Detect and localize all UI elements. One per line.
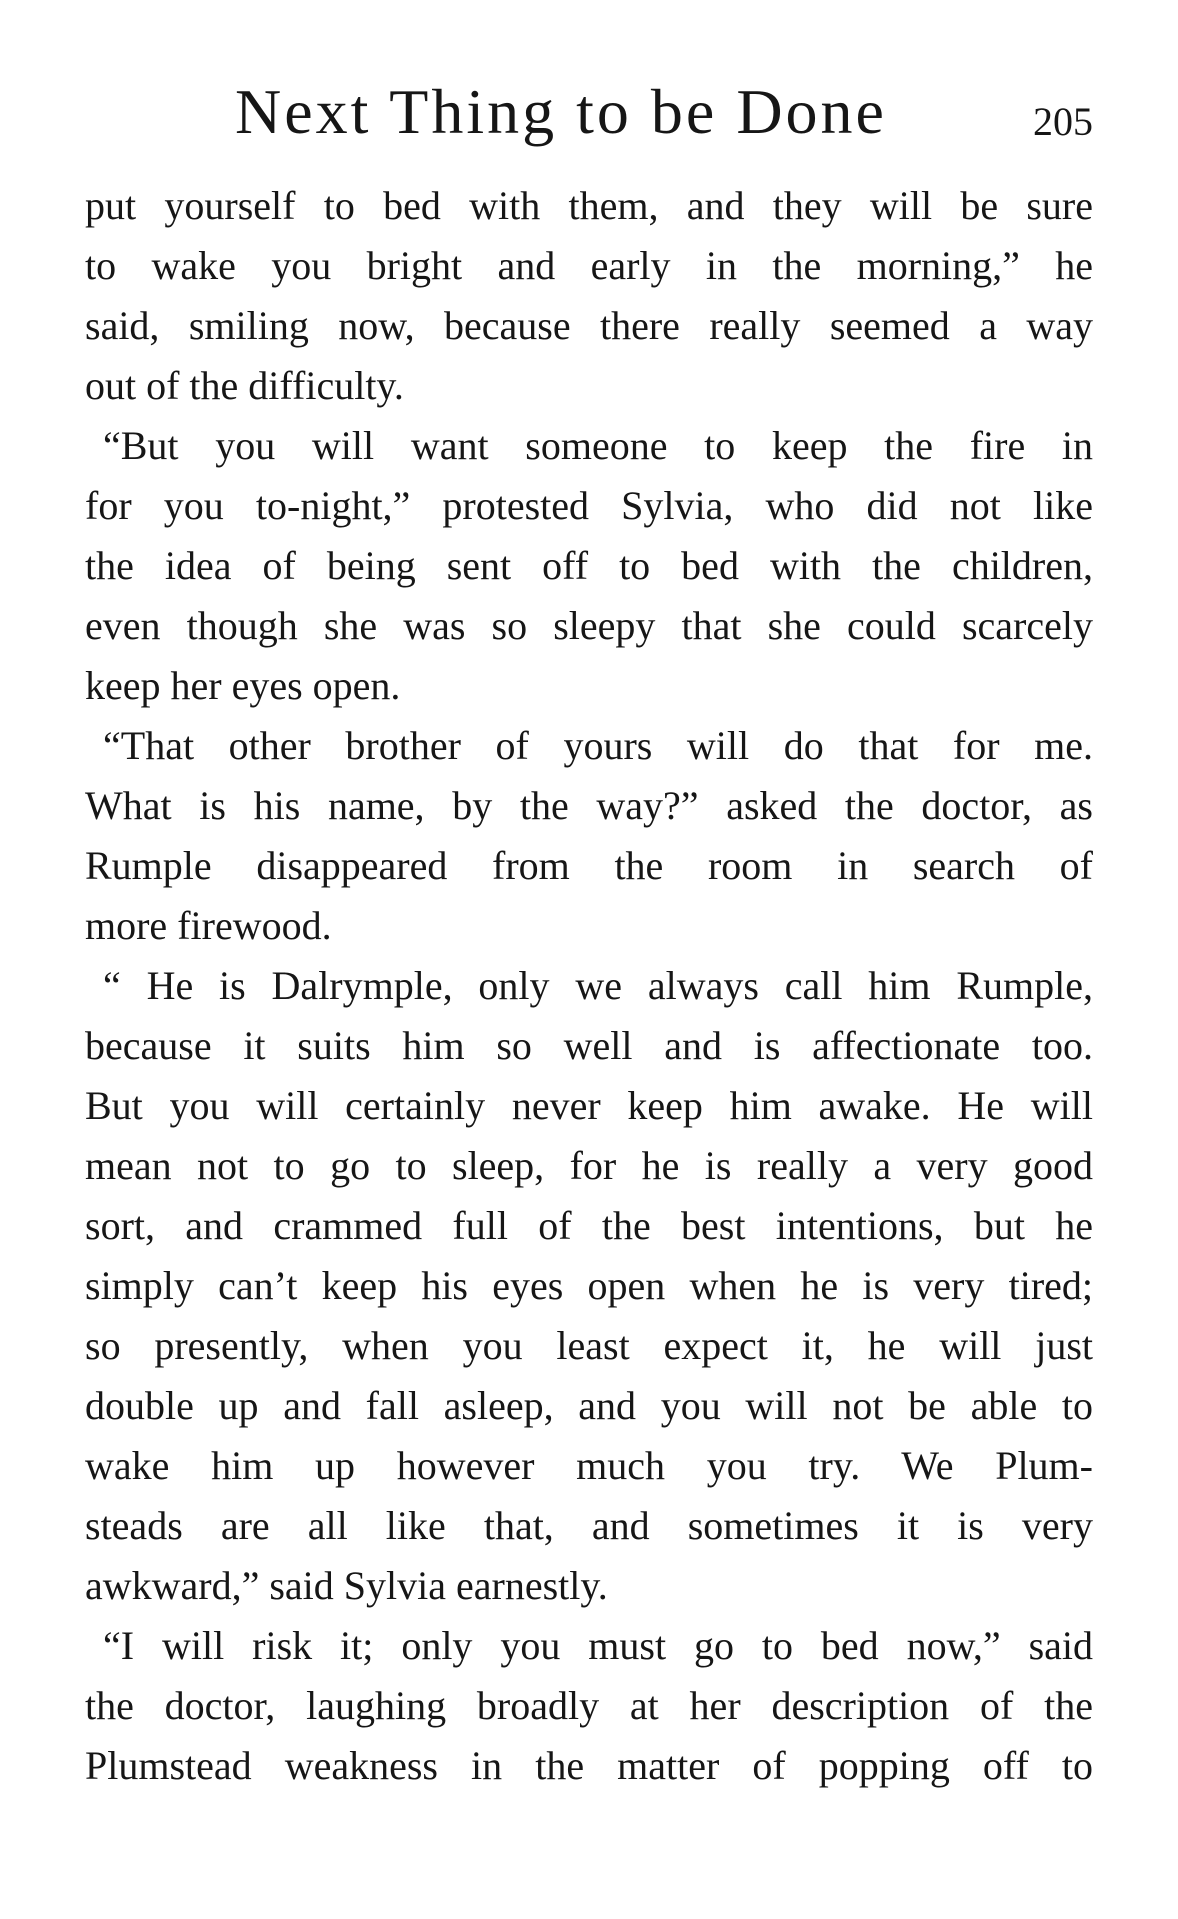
text-line: What is his name, by the way?” asked the doctor, as bbox=[85, 783, 1093, 828]
body-text bbox=[85, 176, 1093, 1796]
text-line: keep her eyes open. bbox=[85, 663, 401, 708]
text-line: Rumple disappeared from the room in search of bbox=[85, 843, 1093, 888]
text-line: double up and fall asleep, and you will not be able to bbox=[85, 1383, 1093, 1428]
text-line: the idea of being sent off to bed with the children, bbox=[85, 543, 1093, 588]
text-line: mean not to go to sleep, for he is really a very good bbox=[85, 1143, 1093, 1188]
text-line: even though she was so sleepy that she could scarcely bbox=[85, 603, 1093, 648]
text-line: “ He is Dalrymple, only we always call him Rumple, bbox=[103, 963, 1093, 1008]
text-line: out of the difficulty. bbox=[85, 363, 404, 408]
text-line: put yourself to bed with them, and they will be sure bbox=[85, 183, 1093, 228]
text-line: so presently, when you least expect it, he will just bbox=[85, 1323, 1093, 1368]
text-line: for you to-night,” protested Sylvia, who did not like bbox=[85, 483, 1093, 528]
text-line: simply can’t keep his eyes open when he is very tired; bbox=[85, 1263, 1093, 1308]
running-header bbox=[85, 72, 1093, 152]
text-line: “That other brother of yours will do that for me. bbox=[103, 723, 1093, 768]
text-line: the doctor, laughing broadly at her description of the bbox=[85, 1683, 1093, 1728]
text-line: to wake you bright and early in the morning,” he bbox=[85, 243, 1093, 288]
page-number: 205 bbox=[1033, 99, 1093, 144]
text-line: said, smiling now, because there really seemed a way bbox=[85, 303, 1093, 348]
text-line: wake him up however much you try. We Plum- bbox=[85, 1443, 1093, 1488]
text-line: sort, and crammed full of the best intentions, but he bbox=[85, 1203, 1093, 1248]
running-title: Next Thing to be Done bbox=[235, 76, 887, 147]
text-line: “But you will want someone to keep the fire in bbox=[103, 423, 1093, 468]
text-line: because it suits him so well and is affectionate too. bbox=[85, 1023, 1093, 1068]
text-line: steads are all like that, and sometimes it is very bbox=[85, 1503, 1093, 1548]
text-line: “I will risk it; only you must go to bed now,” said bbox=[103, 1623, 1093, 1668]
text-line: more firewood. bbox=[85, 903, 332, 948]
text-line: Plumstead weakness in the matter of popping off to bbox=[85, 1743, 1093, 1788]
text-line: But you will certainly never keep him awake. He will bbox=[85, 1083, 1093, 1128]
text-line: awkward,” said Sylvia earnestly. bbox=[85, 1563, 608, 1608]
